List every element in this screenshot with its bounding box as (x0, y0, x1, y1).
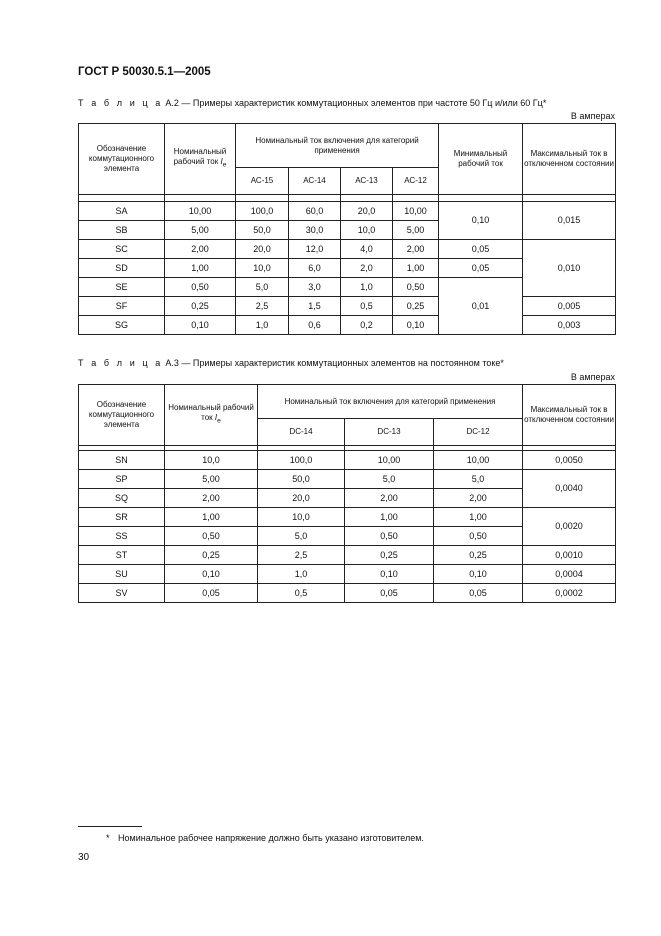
min-cell: 0,05 (439, 259, 523, 278)
cell: 10,0 (341, 221, 393, 240)
caption-prefix: Т а б л и ц а (78, 358, 163, 368)
footnote-text: Номинальное рабочее напряжение должно быть указано изготовителем. (118, 833, 424, 843)
cat-header: АС-15 (236, 168, 289, 195)
document-header: ГОСТ Р 50030.5.1—2005 (78, 66, 211, 78)
cell: 1,00 (393, 259, 439, 278)
min-cell: 0,10 (439, 202, 523, 240)
row-name: SB (79, 221, 165, 240)
units-label: В амперах (570, 372, 615, 382)
cell: 2,00 (393, 240, 439, 259)
cell: 0,6 (289, 316, 341, 335)
cat-header: DC-12 (434, 419, 523, 446)
row-name: SA (79, 202, 165, 221)
max-cell: 0,015 (523, 202, 616, 240)
units-label: В амперах (570, 111, 615, 121)
cell: 12,0 (289, 240, 341, 259)
row-name: SP (79, 470, 165, 489)
cell: 5,00 (165, 470, 258, 489)
cell: 1,00 (434, 508, 523, 527)
rated-sub: e (217, 417, 221, 425)
cell: 10,0 (165, 451, 258, 470)
footnote (106, 833, 424, 843)
cell: 2,00 (165, 240, 236, 259)
row-name: SQ (79, 489, 165, 508)
cell: 20,0 (341, 202, 393, 221)
footnote-divider (78, 826, 142, 827)
cell: 0,10 (165, 316, 236, 335)
row-name: SE (79, 278, 165, 297)
col-max-off: Максимальный ток в отключенном состоянии (523, 385, 616, 446)
cell: 1,0 (258, 565, 345, 584)
rated-current-label: Номинальный рабочий ток (173, 147, 227, 167)
cat-header: DC-14 (258, 419, 345, 446)
max-cell: 0,0050 (523, 451, 616, 470)
table-row (79, 584, 616, 603)
cell: 1,00 (165, 259, 236, 278)
max-cell: 0,0004 (523, 565, 616, 584)
cell: 2,0 (341, 259, 393, 278)
cell: 10,0 (258, 508, 345, 527)
cat-header: АС-13 (341, 168, 393, 195)
cell: 60,0 (289, 202, 341, 221)
cat-header: DC-13 (345, 419, 434, 446)
cell: 1,00 (165, 508, 258, 527)
cell: 2,00 (345, 489, 434, 508)
max-cell: 0,0002 (523, 584, 616, 603)
cell: 0,05 (434, 584, 523, 603)
cell: 4,0 (341, 240, 393, 259)
col-min-current: Минимальный рабочий ток (439, 124, 523, 195)
page-number: 30 (78, 852, 90, 863)
cell: 10,0 (236, 259, 289, 278)
rated-sub: e (222, 161, 227, 169)
cell: 0,50 (434, 527, 523, 546)
table-row (79, 451, 616, 470)
max-cell: 0,005 (523, 297, 616, 316)
cell: 2,5 (236, 297, 289, 316)
table-row (79, 297, 616, 316)
cell: 100,0 (258, 451, 345, 470)
table-row (79, 316, 616, 335)
row-name: SR (79, 508, 165, 527)
cell: 0,50 (393, 278, 439, 297)
table-row (79, 202, 616, 221)
max-cell: 0,003 (523, 316, 616, 335)
row-name: SC (79, 240, 165, 259)
cell: 0,50 (165, 278, 236, 297)
col-making-current: Номинальный ток включения для категорий применения (236, 124, 439, 168)
table-row (79, 508, 616, 527)
caption-prefix: Т а б л и ц а (78, 98, 163, 108)
cell: 0,05 (345, 584, 434, 603)
cell: 0,25 (393, 297, 439, 316)
cell: 0,10 (393, 316, 439, 335)
row-name: ST (79, 546, 165, 565)
row-name: SN (79, 451, 165, 470)
cell: 0,25 (345, 546, 434, 565)
cell: 1,5 (289, 297, 341, 316)
table-row (79, 240, 616, 259)
cat-header: АС-14 (289, 168, 341, 195)
col-making-current: Номинальный ток включения для категорий применения (258, 385, 523, 419)
cell: 0,25 (434, 546, 523, 565)
cell: 0,5 (341, 297, 393, 316)
footnote-mark: * (106, 833, 110, 843)
cell: 0,25 (165, 546, 258, 565)
caption-text: А.2 — Примеры характеристик коммутационных элементов при частоте 50 Гц и/или 60 Гц* (165, 98, 547, 108)
cell: 5,0 (345, 470, 434, 489)
cell: 5,0 (236, 278, 289, 297)
cell: 10,00 (434, 451, 523, 470)
cell: 0,5 (258, 584, 345, 603)
col-max-off: Максимальный ток в отключенном состоянии (523, 124, 616, 195)
cell: 0,50 (345, 527, 434, 546)
cell: 10,00 (393, 202, 439, 221)
row-name: SU (79, 565, 165, 584)
cell: 5,00 (393, 221, 439, 240)
row-name: SD (79, 259, 165, 278)
table-a2 (78, 123, 616, 335)
cell: 50,0 (236, 221, 289, 240)
cell: 30,0 (289, 221, 341, 240)
min-cell: 0,05 (439, 240, 523, 259)
rated-symbol: I (220, 157, 223, 167)
table-row (79, 470, 616, 489)
cell: 0,10 (434, 565, 523, 584)
cat-header: АС-12 (393, 168, 439, 195)
cell: 5,00 (165, 221, 236, 240)
max-cell: 0,0020 (523, 508, 616, 546)
cell: 1,00 (345, 508, 434, 527)
table-a2-caption (78, 98, 546, 108)
rated-symbol: I (214, 413, 218, 423)
cell: 20,0 (236, 240, 289, 259)
cell: 2,00 (165, 489, 258, 508)
row-name: SF (79, 297, 165, 316)
cell: 2,5 (258, 546, 345, 565)
caption-text: А.3 — Примеры характеристик коммутационных элементов на постоянном токе* (165, 358, 504, 368)
table-a3-caption (78, 358, 504, 368)
cell: 10,00 (345, 451, 434, 470)
cell: 0,10 (345, 565, 434, 584)
cell: 50,0 (258, 470, 345, 489)
col-designation: Обозначение коммутационного элемента (79, 385, 165, 446)
cell: 1,0 (341, 278, 393, 297)
row-name: SV (79, 584, 165, 603)
table-row (79, 546, 616, 565)
cell: 5,0 (258, 527, 345, 546)
col-designation: Обозначение коммутационного элемента (79, 124, 165, 195)
cell: 0,2 (341, 316, 393, 335)
cell: 0,25 (165, 297, 236, 316)
max-cell: 0,0010 (523, 546, 616, 565)
cell: 10,00 (165, 202, 236, 221)
row-name: SG (79, 316, 165, 335)
min-cell: 0,01 (439, 278, 523, 335)
col-rated-current (165, 385, 258, 446)
rated-current-label: Номинальный рабочий ток (168, 403, 254, 423)
cell: 100,0 (236, 202, 289, 221)
table-row (79, 565, 616, 584)
cell: 6,0 (289, 259, 341, 278)
cell: 0,50 (165, 527, 258, 546)
max-cell: 0,010 (523, 240, 616, 297)
cell: 0,10 (165, 565, 258, 584)
row-name: SS (79, 527, 165, 546)
cell: 5,0 (434, 470, 523, 489)
cell: 0,05 (165, 584, 258, 603)
col-rated-current (165, 124, 236, 195)
max-cell: 0,0040 (523, 470, 616, 508)
cell: 1,0 (236, 316, 289, 335)
cell: 2,00 (434, 489, 523, 508)
table-a3 (78, 384, 616, 603)
cell: 3,0 (289, 278, 341, 297)
cell: 20,0 (258, 489, 345, 508)
